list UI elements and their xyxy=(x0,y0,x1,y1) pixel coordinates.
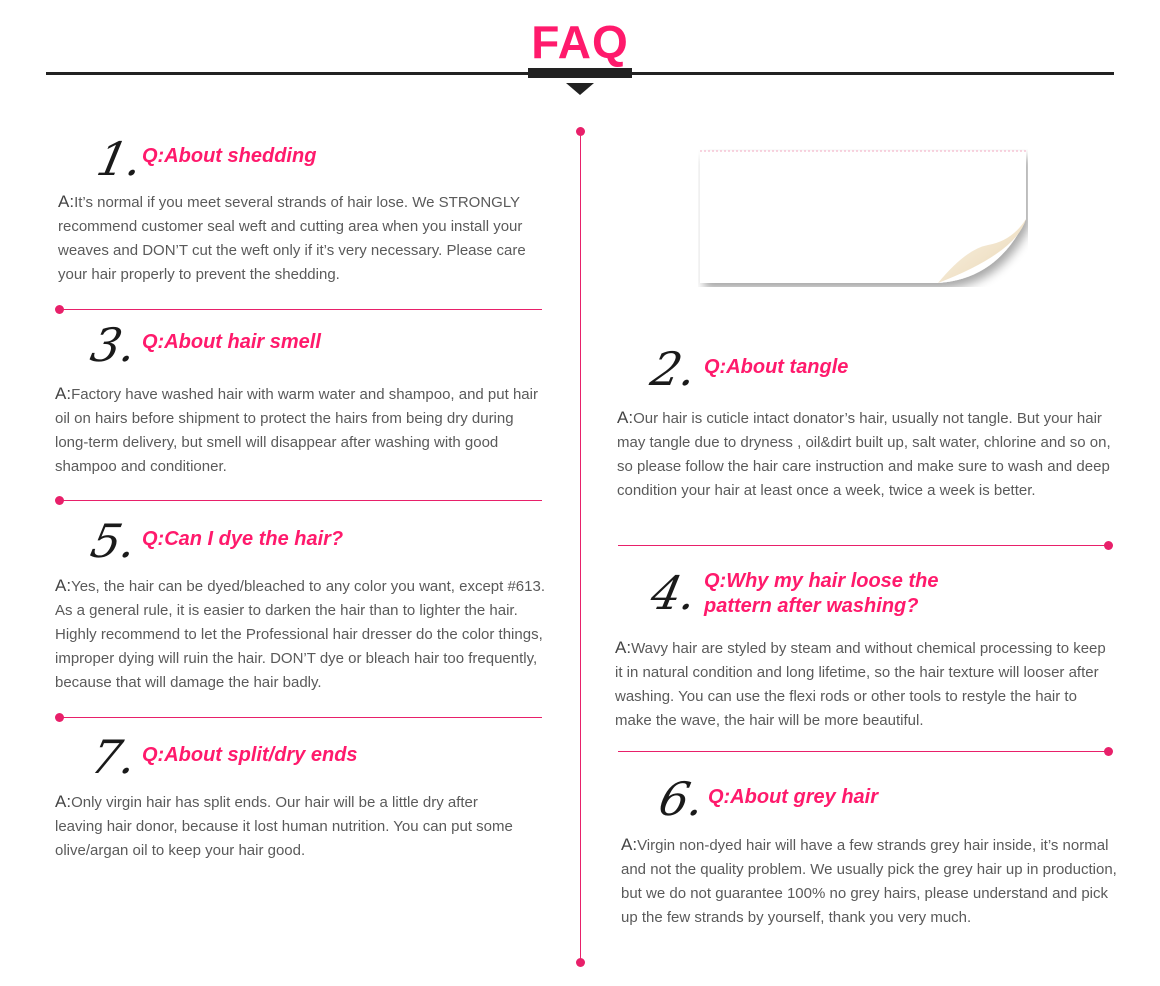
answer-text: It’s normal if you meet several strands of hair lose. We STRONGLY recommend customer seal weft and cutting area when you install your weaves and DON’T cut the weft only if it’s very necessary. Please care your hair properly to prevent the shedding. xyxy=(58,194,526,283)
separator-dot xyxy=(1104,541,1113,550)
faq-question-5: Q:Can I dye the hair? xyxy=(142,528,344,550)
down-arrow-icon xyxy=(566,83,594,95)
answer-text: Virgin non-dyed hair will have a few strands grey hair inside, it’s normal and not the quality problem. We usually pick the grey hair up in production, but we do not guarantee 100% no grey hairs, please understand and pick up the few strands by yourself, thank you very much. xyxy=(621,837,1117,926)
separator-line xyxy=(618,545,1108,546)
answer-text: Yes, the hair can be dyed/bleached to any color you want, except #613. As a general rule, it is easier to darken the hair than to lighter the hair. Highly recommend to let the Professional hair dresser do the color things, improper dying will ruin the hair. DON’T dye or bleach hair too frequently, because that will damage the hair badly. xyxy=(55,578,545,691)
timeline-divider xyxy=(580,131,581,963)
faq-answer-1 xyxy=(58,190,548,287)
answer-prefix: A: xyxy=(55,576,72,595)
faq-answer-6 xyxy=(621,833,1117,930)
faq-question-6: Q:About grey hair xyxy=(708,786,879,808)
header-rule-tab xyxy=(528,68,632,78)
faq-number-5: 5. xyxy=(86,514,142,568)
answer-prefix: A: xyxy=(615,638,632,657)
answer-text: Our hair is cuticle intact donator’s hair, usually not tangle. But your hair may tangle due to dryness , oil&dirt built up, salt water, chlorine and so on, so please follow the hair care instruction and make sure to wash and deep condition your hair at least once a week, twice a week is better. xyxy=(617,410,1111,499)
faq-question-7: Q:About split/dry ends xyxy=(142,744,358,766)
faq-answer-3 xyxy=(55,382,545,479)
answer-prefix: A: xyxy=(621,835,638,854)
answer-prefix: A: xyxy=(58,192,75,211)
separator-line xyxy=(60,500,542,501)
faq-number-1: 1. xyxy=(92,132,148,186)
faq-number-3: 3. xyxy=(86,318,142,372)
faq-question-2: Q:About tangle xyxy=(704,356,849,378)
curled-paper-note-icon xyxy=(698,149,1028,287)
faq-question-4-line1: Q:Why my hair loose the xyxy=(704,570,939,592)
answer-text: Factory have washed hair with warm water and shampoo, and put hair oil on hairs before shipment to protect the hairs from being dry during long-term delivery, but smell will disappear after washing with good shampoo and conditioner. xyxy=(55,386,538,475)
page-title: FAQ xyxy=(531,16,629,68)
faq-question-4-line2: pattern after washing? xyxy=(704,595,919,617)
separator-line xyxy=(618,751,1108,752)
faq-answer-2 xyxy=(617,406,1117,503)
timeline-dot-bottom xyxy=(576,958,585,967)
faq-number-2: 2. xyxy=(646,342,702,396)
faq-question-1: Q:About shedding xyxy=(142,145,317,167)
faq-number-6: 6. xyxy=(654,772,710,826)
separator-dot xyxy=(1104,747,1113,756)
answer-text: Only virgin hair has split ends. Our hair will be a little dry after leaving hair donor, because it lost human nutrition. You can put some olive/argan oil to keep your hair good. xyxy=(55,794,513,859)
faq-answer-7 xyxy=(55,790,525,863)
separator-line xyxy=(60,309,542,310)
answer-prefix: A: xyxy=(55,384,72,403)
answer-prefix: A: xyxy=(55,792,72,811)
answer-prefix: A: xyxy=(617,408,634,427)
answer-text: Wavy hair are styled by steam and without chemical processing to keep it in natural condition and long lifetime, so the hair texture will looser after washing. You can use the flexi rods or other tools to restyle the hair to make the wave, the hair will be more beautiful. xyxy=(615,640,1106,729)
faq-number-4: 4. xyxy=(646,566,702,620)
separator-line xyxy=(60,717,542,718)
faq-answer-5 xyxy=(55,574,550,695)
faq-number-7: 7. xyxy=(86,730,142,784)
timeline-dot-top xyxy=(576,127,585,136)
faq-answer-4 xyxy=(615,636,1115,733)
faq-question-3: Q:About hair smell xyxy=(142,331,321,353)
